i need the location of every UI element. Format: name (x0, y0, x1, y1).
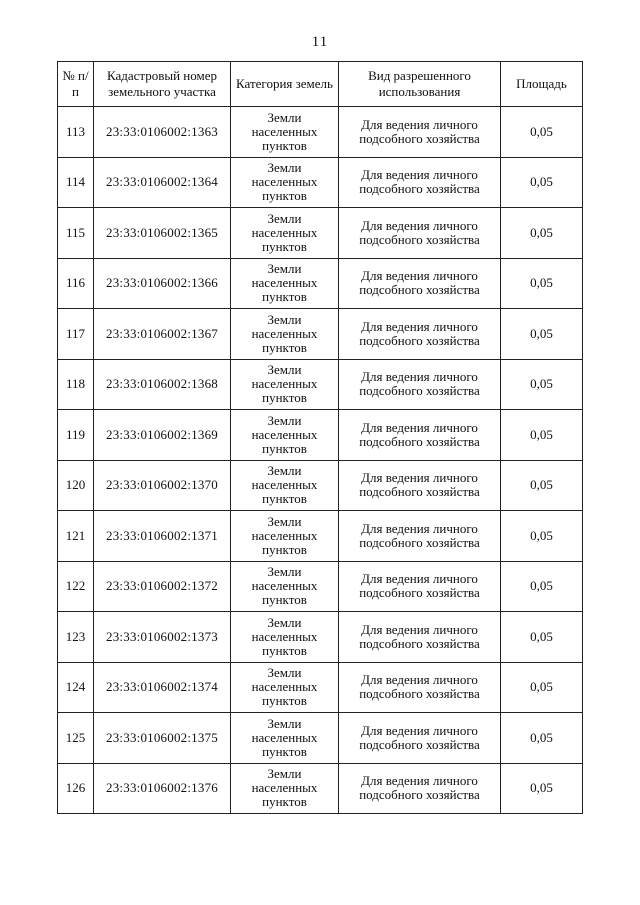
land-category: Земли населенных пунктов (231, 561, 339, 612)
cadastral-number: 23:33:0106002:1370 (94, 460, 231, 511)
row-number: 120 (58, 460, 94, 511)
cadastral-number: 23:33:0106002:1371 (94, 511, 231, 562)
cadastral-number: 23:33:0106002:1364 (94, 157, 231, 208)
row-number: 122 (58, 561, 94, 612)
permitted-use: Для ведения личного подсобного хозяйства (339, 561, 501, 612)
row-number: 118 (58, 359, 94, 410)
land-category: Земли населенных пунктов (231, 763, 339, 814)
area-value: 0,05 (501, 561, 583, 612)
land-category: Земли населенных пунктов (231, 612, 339, 663)
table-row (58, 460, 583, 511)
cadastral-number: 23:33:0106002:1363 (94, 107, 231, 158)
permitted-use: Для ведения личного подсобного хозяйства (339, 359, 501, 410)
land-category: Земли населенных пунктов (231, 208, 339, 259)
cadastral-number: 23:33:0106002:1365 (94, 208, 231, 259)
area-value: 0,05 (501, 309, 583, 360)
land-category: Земли населенных пунктов (231, 713, 339, 764)
permitted-use: Для ведения личного подсобного хозяйства (339, 511, 501, 562)
area-value: 0,05 (501, 258, 583, 309)
permitted-use: Для ведения личного подсобного хозяйства (339, 309, 501, 360)
page-number: 11 (311, 34, 329, 50)
land-plots-table (57, 61, 583, 814)
land-category: Земли населенных пунктов (231, 662, 339, 713)
row-number: 116 (58, 258, 94, 309)
table-row (58, 107, 583, 158)
row-number: 126 (58, 763, 94, 814)
row-number: 119 (58, 410, 94, 461)
header-cadastral-number: Кадастровый номер земельного участка (94, 62, 231, 107)
cadastral-number: 23:33:0106002:1376 (94, 763, 231, 814)
cadastral-number: 23:33:0106002:1374 (94, 662, 231, 713)
row-number: 125 (58, 713, 94, 764)
table-row (58, 157, 583, 208)
cadastral-number: 23:33:0106002:1366 (94, 258, 231, 309)
header-row (58, 62, 583, 107)
area-value: 0,05 (501, 460, 583, 511)
table-row (58, 410, 583, 461)
header-number: № п/п (58, 62, 94, 107)
table-body (58, 107, 583, 814)
cadastral-number: 23:33:0106002:1373 (94, 612, 231, 663)
header-permitted-use: Вид разрешенного использования (339, 62, 501, 107)
land-category: Земли населенных пунктов (231, 258, 339, 309)
table-row (58, 713, 583, 764)
row-number: 124 (58, 662, 94, 713)
table-row (58, 258, 583, 309)
land-category: Земли населенных пунктов (231, 107, 339, 158)
land-category: Земли населенных пунктов (231, 511, 339, 562)
row-number: 113 (58, 107, 94, 158)
table-row (58, 561, 583, 612)
cadastral-number: 23:33:0106002:1367 (94, 309, 231, 360)
table-row (58, 359, 583, 410)
land-category: Земли населенных пунктов (231, 410, 339, 461)
permitted-use: Для ведения личного подсобного хозяйства (339, 258, 501, 309)
table-header (58, 62, 583, 107)
cadastral-number: 23:33:0106002:1372 (94, 561, 231, 612)
header-land-category: Категория земель (231, 62, 339, 107)
land-category: Земли населенных пунктов (231, 460, 339, 511)
land-category: Земли населенных пунктов (231, 359, 339, 410)
area-value: 0,05 (501, 359, 583, 410)
row-number: 123 (58, 612, 94, 663)
area-value: 0,05 (501, 713, 583, 764)
permitted-use: Для ведения личного подсобного хозяйства (339, 157, 501, 208)
table-row (58, 309, 583, 360)
permitted-use: Для ведения личного подсобного хозяйства (339, 763, 501, 814)
permitted-use: Для ведения личного подсобного хозяйства (339, 662, 501, 713)
row-number: 117 (58, 309, 94, 360)
permitted-use: Для ведения личного подсобного хозяйства (339, 107, 501, 158)
permitted-use: Для ведения личного подсобного хозяйства (339, 612, 501, 663)
table-row (58, 511, 583, 562)
permitted-use: Для ведения личного подсобного хозяйства (339, 713, 501, 764)
table-row (58, 763, 583, 814)
area-value: 0,05 (501, 157, 583, 208)
permitted-use: Для ведения личного подсобного хозяйства (339, 460, 501, 511)
table-row (58, 612, 583, 663)
cadastral-number: 23:33:0106002:1368 (94, 359, 231, 410)
area-value: 0,05 (501, 662, 583, 713)
row-number: 114 (58, 157, 94, 208)
cadastral-number: 23:33:0106002:1375 (94, 713, 231, 764)
area-value: 0,05 (501, 107, 583, 158)
permitted-use: Для ведения личного подсобного хозяйства (339, 208, 501, 259)
header-area: Площадь (501, 62, 583, 107)
table-row (58, 208, 583, 259)
area-value: 0,05 (501, 612, 583, 663)
area-value: 0,05 (501, 511, 583, 562)
land-category: Земли населенных пунктов (231, 309, 339, 360)
permitted-use: Для ведения личного подсобного хозяйства (339, 410, 501, 461)
row-number: 121 (58, 511, 94, 562)
cadastral-number: 23:33:0106002:1369 (94, 410, 231, 461)
area-value: 0,05 (501, 763, 583, 814)
table-row (58, 662, 583, 713)
row-number: 115 (58, 208, 94, 259)
area-value: 0,05 (501, 410, 583, 461)
area-value: 0,05 (501, 208, 583, 259)
land-category: Земли населенных пунктов (231, 157, 339, 208)
